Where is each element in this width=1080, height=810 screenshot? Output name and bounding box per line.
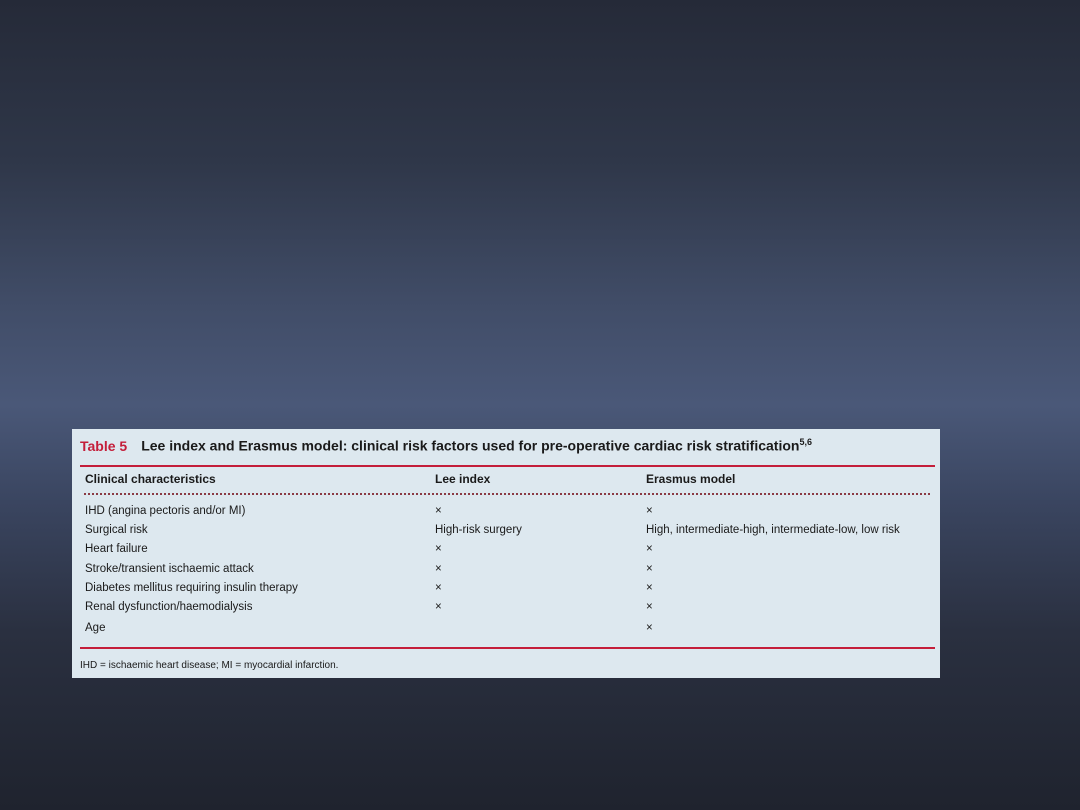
- table-row-0-erasmus: ×: [646, 505, 653, 517]
- table-row-4-lee: ×: [435, 582, 442, 594]
- table-row-0-characteristic: IHD (angina pectoris and/or MI): [85, 505, 246, 517]
- table-row-3-lee: ×: [435, 563, 442, 575]
- table-row-1-characteristic: Surgical risk: [85, 524, 148, 536]
- header-clinical-characteristics: Clinical characteristics: [85, 472, 216, 486]
- table-row-1-erasmus: High, intermediate-high, intermediate-low, low risk: [646, 524, 900, 536]
- table-footnote: IHD = ischaemic heart disease; MI = myocardial infarction.: [80, 660, 339, 671]
- table-row-3-erasmus: ×: [646, 563, 653, 575]
- table-row-2-lee: ×: [435, 543, 442, 555]
- table-row-6-erasmus: ×: [646, 622, 653, 634]
- table-row-6-characteristic: Age: [85, 622, 106, 634]
- table-row-4-characteristic: Diabetes mellitus requiring insulin therapy: [85, 582, 298, 594]
- table-row-2-erasmus: ×: [646, 543, 653, 555]
- table-row-5-lee: ×: [435, 601, 442, 613]
- header-lee-index: Lee index: [435, 472, 491, 486]
- header-divider: [84, 493, 930, 495]
- table-card: [72, 429, 940, 678]
- bottom-rule: [80, 647, 935, 649]
- table-title-superscript: 5,6: [799, 437, 812, 447]
- header-erasmus-model: Erasmus model: [646, 472, 736, 486]
- table-row-2-characteristic: Heart failure: [85, 543, 148, 555]
- table-row-1-lee: High-risk surgery: [435, 524, 522, 536]
- top-rule: [80, 465, 935, 467]
- table-row-0-lee: ×: [435, 505, 442, 517]
- table-label: Table 5: [80, 437, 128, 454]
- table-caption: [80, 437, 812, 454]
- table-row-5-characteristic: Renal dysfunction/haemodialysis: [85, 601, 253, 613]
- table-title: Lee index and Erasmus model: clinical risk factors used for pre-operative cardiac risk stratification: [141, 437, 800, 454]
- table-row-5-erasmus: ×: [646, 601, 653, 613]
- table-row-4-erasmus: ×: [646, 582, 653, 594]
- table-row-3-characteristic: Stroke/transient ischaemic attack: [85, 563, 254, 575]
